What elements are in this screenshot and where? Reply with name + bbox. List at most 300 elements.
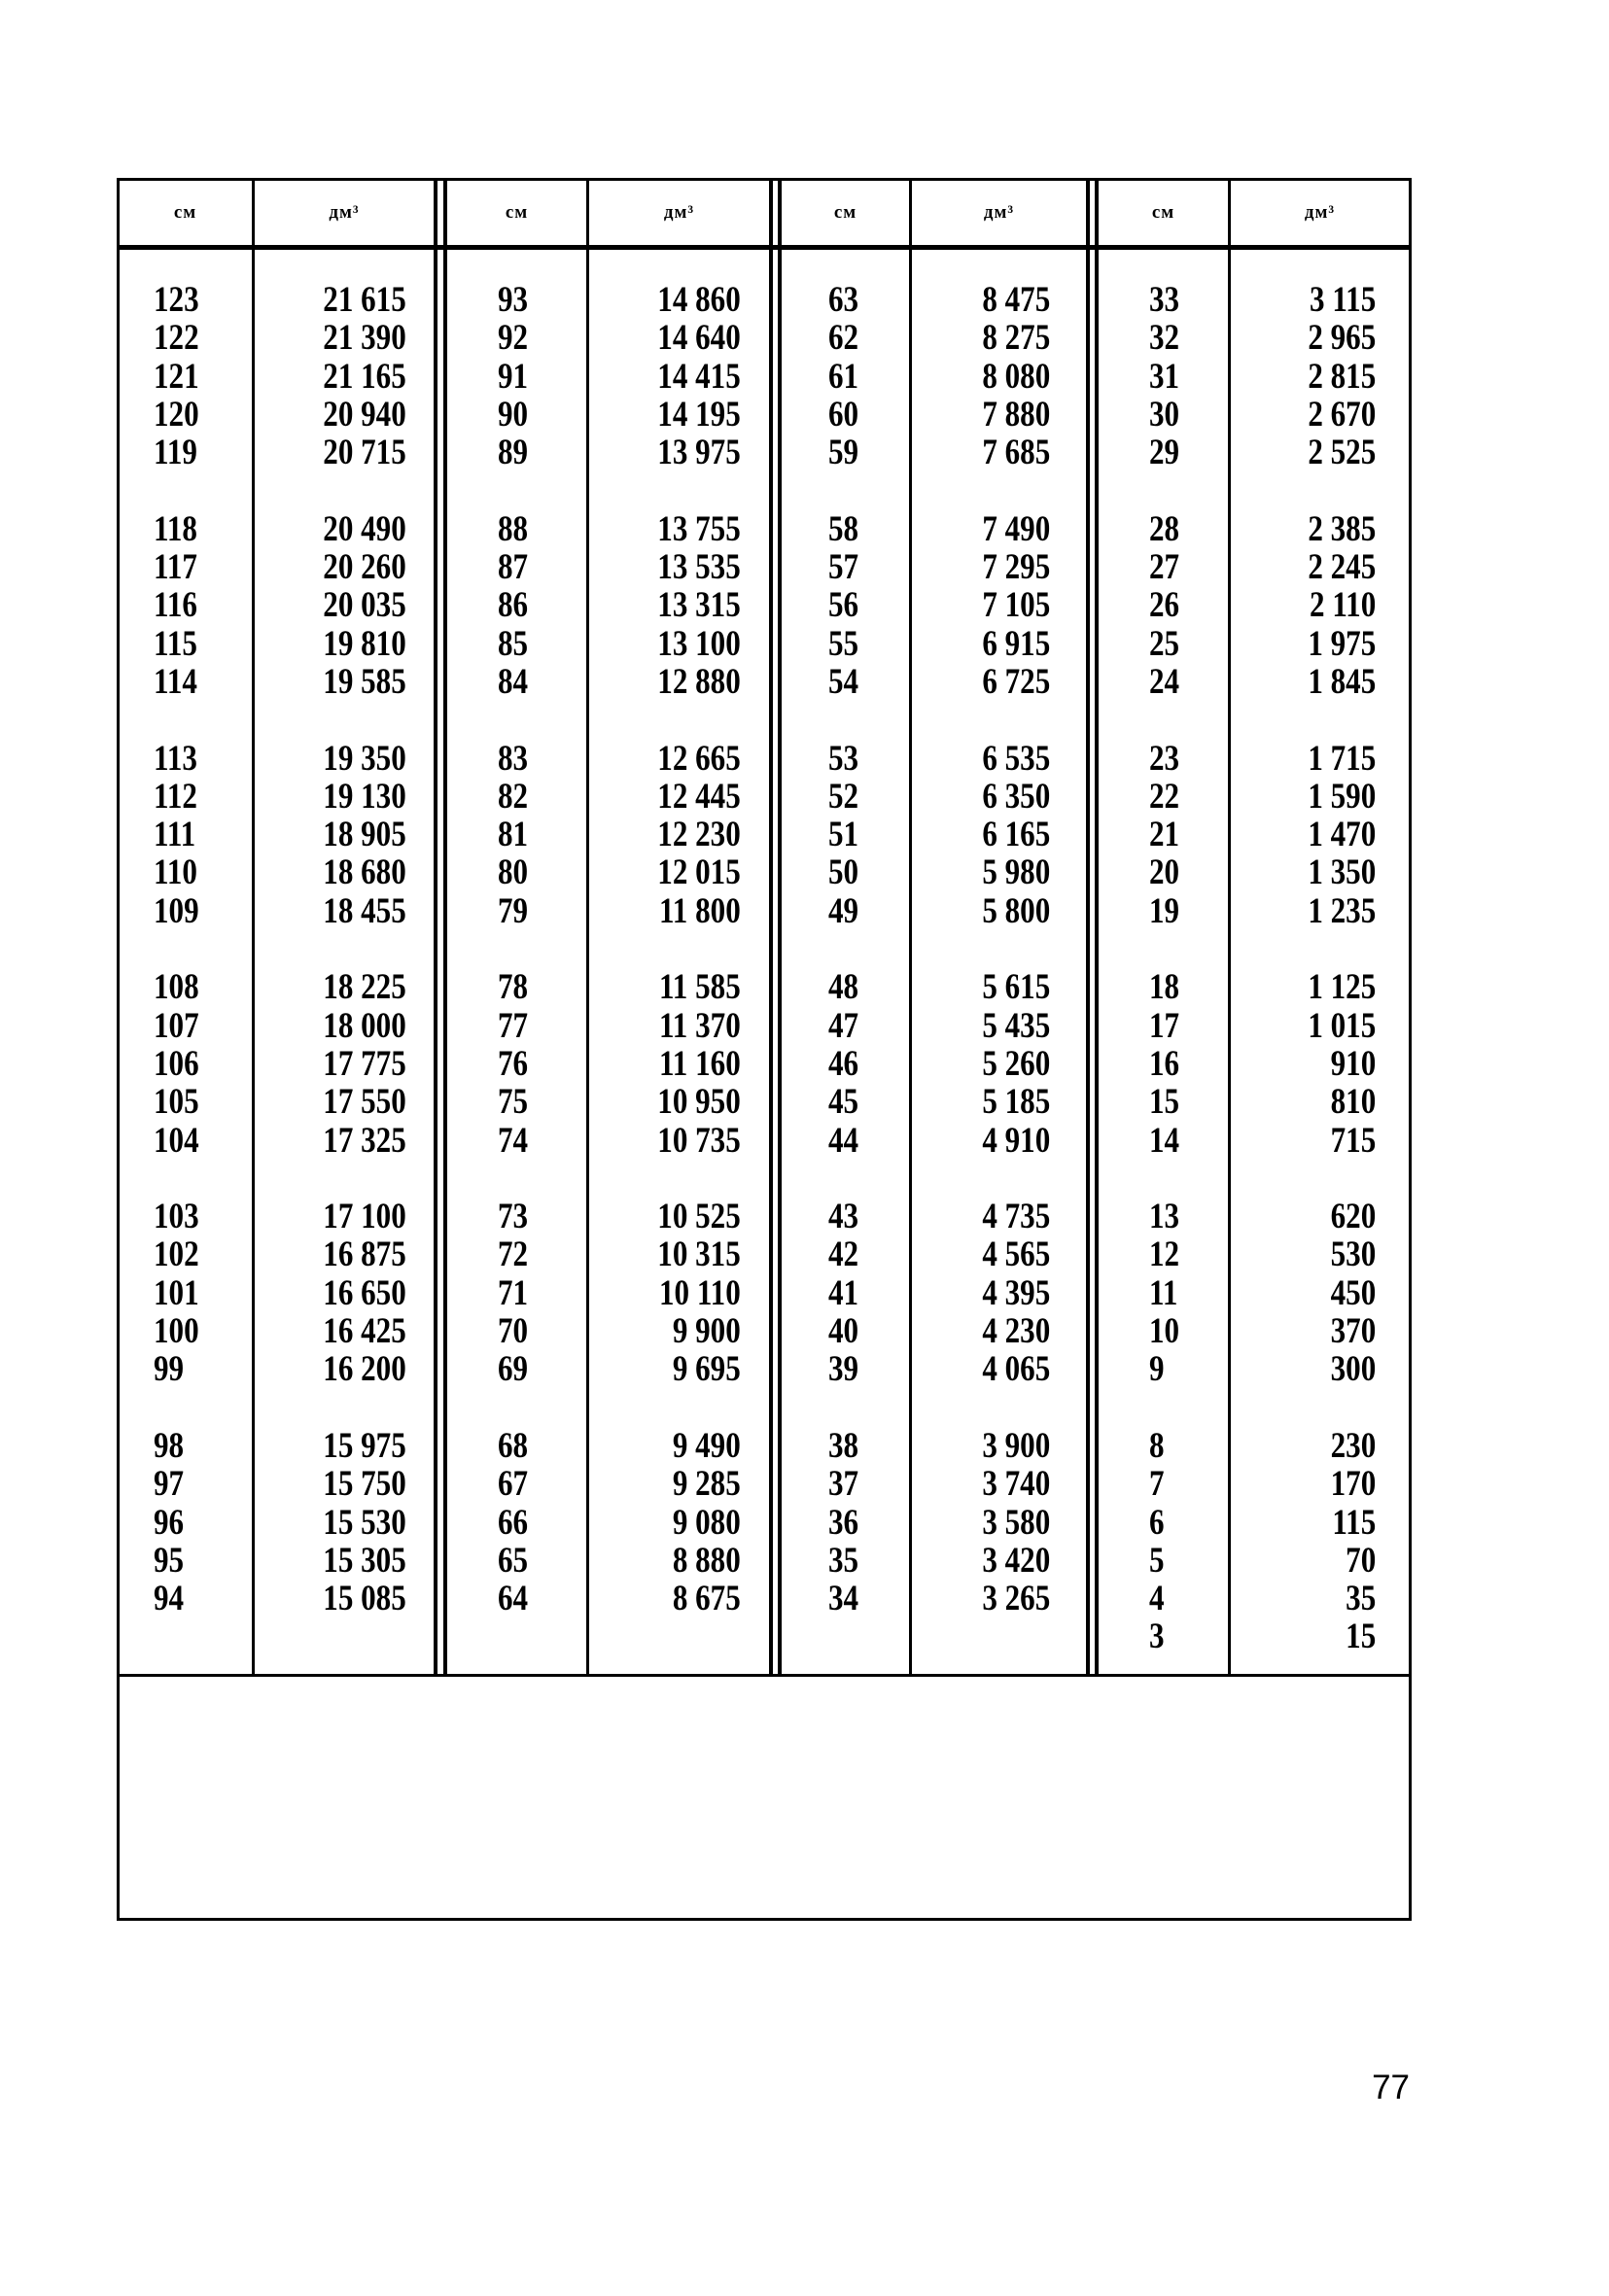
dm3-value: 16 200 — [323, 1349, 406, 1390]
cm-column-4 — [1149, 281, 1179, 1656]
dm3-value: 21 390 — [323, 318, 406, 359]
cm-value: 91 — [498, 356, 529, 397]
cm-value: 44 — [828, 1120, 859, 1161]
cm-value: 86 — [498, 585, 529, 626]
cm-value: 20 — [1149, 852, 1180, 893]
cm-value: 60 — [828, 394, 859, 435]
header-dm3-1: дм³ — [329, 202, 360, 223]
cm-value: 76 — [498, 1043, 529, 1084]
cm-value: 98 — [154, 1425, 185, 1466]
cm-value: 59 — [828, 433, 859, 473]
dm3-value: 1 235 — [1308, 890, 1376, 931]
row-group — [324, 1198, 406, 1388]
dm3-value: 14 860 — [657, 280, 741, 320]
cm-value: 88 — [498, 508, 529, 549]
cm-value: 120 — [154, 394, 199, 435]
dm3-value: 370 — [1330, 1311, 1376, 1352]
cm-value: 84 — [498, 661, 529, 702]
header-bottom-rule — [117, 245, 1412, 250]
section-divider — [443, 178, 447, 1675]
section-divider — [769, 178, 773, 1675]
cm-value: 47 — [828, 1005, 859, 1046]
cm-value: 22 — [1149, 776, 1180, 817]
row-group — [154, 740, 199, 930]
cm-value: 69 — [498, 1349, 529, 1390]
cm-value: 54 — [828, 661, 859, 702]
dm3-value: 15 975 — [323, 1425, 406, 1466]
dm3-value: 14 640 — [657, 318, 741, 359]
dm3-value: 70 — [1345, 1540, 1376, 1581]
dm3-value: 21 615 — [323, 280, 406, 320]
cm-value: 110 — [154, 852, 197, 893]
cm-value: 26 — [1149, 585, 1180, 626]
row-group — [982, 1427, 1050, 1618]
dm3-value: 3 265 — [982, 1579, 1050, 1619]
dm3-value: 5 980 — [982, 852, 1050, 893]
dm3-value: 3 580 — [982, 1502, 1050, 1543]
cm-value: 95 — [154, 1540, 185, 1581]
cm-value: 105 — [154, 1082, 199, 1123]
cm-value: 4 — [1149, 1579, 1165, 1619]
dm3-value: 20 940 — [323, 394, 406, 435]
cm-value: 116 — [154, 585, 197, 626]
dm3-value: 17 100 — [323, 1197, 406, 1237]
cm-value: 118 — [154, 508, 197, 549]
cm-value: 64 — [498, 1579, 529, 1619]
row-group — [1149, 1427, 1179, 1656]
dm3-value: 21 165 — [323, 356, 406, 397]
cm-value: 123 — [154, 280, 199, 320]
dm3-value: 13 315 — [657, 585, 741, 626]
dm3-value: 35 — [1345, 1579, 1376, 1619]
cm-value: 8 — [1149, 1425, 1165, 1466]
cm-value: 30 — [1149, 394, 1180, 435]
dm3-value: 2 815 — [1308, 356, 1376, 397]
dm3-value: 7 685 — [982, 433, 1050, 473]
dm3-value: 15 — [1345, 1617, 1376, 1657]
dm3-value: 20 035 — [323, 585, 406, 626]
row-group — [658, 1427, 741, 1618]
dm3-value: 13 535 — [657, 547, 741, 588]
dm3-value: 10 525 — [657, 1197, 741, 1237]
dm3-value: 530 — [1330, 1235, 1376, 1275]
cm-value: 50 — [828, 852, 859, 893]
cm-value: 21 — [1149, 815, 1180, 855]
header-cm-1: см — [173, 202, 197, 223]
cm-value: 93 — [498, 280, 529, 320]
cm-value: 100 — [154, 1311, 199, 1352]
cm-value: 18 — [1149, 967, 1180, 1008]
row-group — [1308, 510, 1376, 701]
cm-value: 31 — [1149, 356, 1180, 397]
cm-value: 49 — [828, 890, 859, 931]
cm-value: 114 — [154, 661, 197, 702]
dm3-value: 810 — [1330, 1082, 1376, 1123]
row-group — [154, 1427, 199, 1618]
cm-value: 12 — [1149, 1235, 1180, 1275]
dm3-value: 4 735 — [982, 1197, 1050, 1237]
cm-value: 55 — [828, 623, 859, 664]
cm-value: 119 — [154, 433, 197, 473]
row-group — [828, 510, 858, 701]
row-group — [1308, 740, 1376, 930]
cm-value: 111 — [154, 815, 196, 855]
cm-value: 42 — [828, 1235, 859, 1275]
dm3-value: 14 415 — [657, 356, 741, 397]
cm-value: 66 — [498, 1502, 529, 1543]
cm-value: 103 — [154, 1197, 199, 1237]
dm3-value: 13 755 — [657, 508, 741, 549]
dm3-value: 1 015 — [1308, 1005, 1376, 1046]
dm3-value: 3 115 — [1309, 280, 1376, 320]
row-group — [498, 1427, 528, 1618]
dm3-value: 3 420 — [982, 1540, 1050, 1581]
row-group — [498, 740, 528, 930]
cm-value: 23 — [1149, 738, 1180, 779]
dm3-value: 1 470 — [1308, 815, 1376, 855]
row-group — [1149, 510, 1179, 701]
dm3-value: 5 800 — [982, 890, 1050, 931]
dm3-value: 715 — [1330, 1120, 1376, 1161]
cm-value: 33 — [1149, 280, 1180, 320]
cm-value: 79 — [498, 890, 529, 931]
cm-value: 10 — [1149, 1311, 1180, 1352]
header-cm-4: см — [1151, 202, 1175, 223]
cm-value: 37 — [828, 1464, 859, 1505]
cm-value: 65 — [498, 1540, 529, 1581]
cm-value: 71 — [498, 1272, 529, 1313]
dm3-value: 3 740 — [982, 1464, 1050, 1505]
dm3-value: 12 880 — [657, 661, 741, 702]
column-divider — [909, 178, 912, 1675]
dm3-value: 4 230 — [982, 1311, 1050, 1352]
dm3-value: 910 — [1330, 1043, 1376, 1084]
dm3-value: 10 950 — [657, 1082, 741, 1123]
dm3-value: 20 715 — [323, 433, 406, 473]
dm3-value: 12 445 — [657, 776, 741, 817]
dm3-value: 15 530 — [323, 1502, 406, 1543]
dm3-value: 13 975 — [657, 433, 741, 473]
dm3-value: 8 475 — [982, 280, 1050, 320]
dm3-value: 8 275 — [982, 318, 1050, 359]
cm-value: 87 — [498, 547, 529, 588]
dm3-value: 20 260 — [323, 547, 406, 588]
dm3-value: 2 245 — [1308, 547, 1376, 588]
dm3-value: 12 665 — [657, 738, 741, 779]
dm3-value: 5 615 — [982, 967, 1050, 1008]
dm3-value: 300 — [1330, 1349, 1376, 1390]
dm3-value: 10 110 — [659, 1272, 741, 1313]
row-group — [154, 1198, 199, 1388]
dm3-value: 2 110 — [1309, 585, 1376, 626]
row-group — [154, 510, 199, 701]
cm-column-2 — [498, 281, 528, 1618]
cm-value: 70 — [498, 1311, 529, 1352]
dm3-column-1 — [324, 281, 406, 1618]
dm3-value: 450 — [1330, 1272, 1376, 1313]
row-group — [154, 968, 199, 1159]
cm-value: 68 — [498, 1425, 529, 1466]
row-group — [154, 281, 199, 471]
dm3-value: 6 350 — [982, 776, 1050, 817]
cm-value: 106 — [154, 1043, 199, 1084]
cm-value: 72 — [498, 1235, 529, 1275]
header-cm-2: см — [505, 202, 529, 223]
header-dm3-3: дм³ — [983, 202, 1015, 223]
cm-value: 58 — [828, 508, 859, 549]
dm3-value: 18 000 — [323, 1005, 406, 1046]
row-group — [658, 281, 741, 471]
cm-value: 9 — [1149, 1349, 1165, 1390]
cm-value: 3 — [1149, 1617, 1165, 1657]
cm-value: 85 — [498, 623, 529, 664]
dm3-value: 16 650 — [323, 1272, 406, 1313]
dm3-value: 4 065 — [982, 1349, 1050, 1390]
dm3-value: 9 285 — [673, 1464, 741, 1505]
cm-value: 17 — [1149, 1005, 1180, 1046]
cm-value: 113 — [154, 738, 197, 779]
cm-value: 107 — [154, 1005, 199, 1046]
section-divider — [1095, 178, 1099, 1675]
row-group — [658, 510, 741, 701]
cm-value: 34 — [828, 1579, 859, 1619]
cm-value: 117 — [154, 547, 197, 588]
dm3-value: 18 905 — [323, 815, 406, 855]
dm3-column-3 — [982, 281, 1050, 1618]
row-group — [828, 740, 858, 930]
cm-value: 32 — [1149, 318, 1180, 359]
row-group — [658, 1198, 741, 1388]
row-group — [1308, 1427, 1376, 1656]
cm-column-1 — [154, 281, 199, 1618]
dm3-value: 11 370 — [659, 1005, 741, 1046]
dm3-value: 15 750 — [323, 1464, 406, 1505]
cm-value: 80 — [498, 852, 529, 893]
cm-value: 43 — [828, 1197, 859, 1237]
row-group — [982, 968, 1050, 1159]
cm-value: 92 — [498, 318, 529, 359]
dm3-value: 10 735 — [657, 1120, 741, 1161]
dm3-value: 1 845 — [1308, 661, 1376, 702]
dm3-value: 5 260 — [982, 1043, 1050, 1084]
dm3-value: 18 225 — [323, 967, 406, 1008]
cm-value: 97 — [154, 1464, 185, 1505]
dm3-value: 14 195 — [657, 394, 741, 435]
dm3-value: 4 395 — [982, 1272, 1050, 1313]
dm3-value: 19 130 — [323, 776, 406, 817]
dm3-value: 2 670 — [1308, 394, 1376, 435]
dm3-value: 10 315 — [657, 1235, 741, 1275]
cm-value: 5 — [1149, 1540, 1165, 1581]
dm3-value: 1 350 — [1308, 852, 1376, 893]
row-group — [658, 968, 741, 1159]
header-dm3-4: дм³ — [1304, 202, 1336, 223]
dm3-value: 5 435 — [982, 1005, 1050, 1046]
dm3-value: 1 975 — [1308, 623, 1376, 664]
dm3-value: 13 100 — [657, 623, 741, 664]
cm-value: 94 — [154, 1579, 185, 1619]
dm3-value: 11 585 — [659, 967, 741, 1008]
cm-value: 78 — [498, 967, 529, 1008]
dm3-value: 20 490 — [323, 508, 406, 549]
dm3-column-4 — [1308, 281, 1376, 1656]
dm3-value: 19 810 — [323, 623, 406, 664]
cm-value: 53 — [828, 738, 859, 779]
cm-value: 75 — [498, 1082, 529, 1123]
cm-value: 73 — [498, 1197, 529, 1237]
page-number: 77 — [1372, 2069, 1410, 2106]
dm3-value: 11 800 — [659, 890, 741, 931]
column-divider — [1228, 178, 1231, 1675]
row-group — [1308, 968, 1376, 1159]
cm-value: 56 — [828, 585, 859, 626]
dm3-value: 6 535 — [982, 738, 1050, 779]
dm3-value: 5 185 — [982, 1082, 1050, 1123]
dm3-value: 7 880 — [982, 394, 1050, 435]
section-divider — [1086, 178, 1090, 1675]
cm-value: 77 — [498, 1005, 529, 1046]
column-divider — [252, 178, 255, 1675]
cm-value: 45 — [828, 1082, 859, 1123]
cm-value: 104 — [154, 1120, 199, 1161]
cm-value: 28 — [1149, 508, 1180, 549]
cm-value: 6 — [1149, 1502, 1165, 1543]
cm-value: 11 — [1149, 1272, 1178, 1313]
row-group — [498, 281, 528, 471]
cm-value: 102 — [154, 1235, 199, 1275]
dm3-value: 115 — [1332, 1502, 1376, 1543]
cm-value: 51 — [828, 815, 859, 855]
row-group — [324, 510, 406, 701]
dm3-value: 12 015 — [657, 852, 741, 893]
cm-value: 27 — [1149, 547, 1180, 588]
row-group — [1149, 1198, 1179, 1388]
section-divider — [434, 178, 437, 1675]
dm3-value: 1 125 — [1308, 967, 1376, 1008]
dm3-value: 7 295 — [982, 547, 1050, 588]
cm-value: 19 — [1149, 890, 1180, 931]
dm3-value: 9 080 — [673, 1502, 741, 1543]
cm-value: 61 — [828, 356, 859, 397]
cm-value: 13 — [1149, 1197, 1180, 1237]
cm-value: 46 — [828, 1043, 859, 1084]
dm3-value: 7 490 — [982, 508, 1050, 549]
dm3-value: 3 900 — [982, 1425, 1050, 1466]
dm3-value: 4 565 — [982, 1235, 1050, 1275]
dm3-value: 7 105 — [982, 585, 1050, 626]
dm3-value: 230 — [1330, 1425, 1376, 1466]
cm-value: 7 — [1149, 1464, 1165, 1505]
dm3-value: 4 910 — [982, 1120, 1050, 1161]
row-group — [324, 1427, 406, 1618]
row-group — [828, 1198, 858, 1388]
row-group — [324, 968, 406, 1159]
dm3-value: 6 915 — [982, 623, 1050, 664]
row-group — [1149, 281, 1179, 471]
dm3-value: 620 — [1330, 1197, 1376, 1237]
dm3-value: 8 675 — [673, 1579, 741, 1619]
cm-value: 101 — [154, 1272, 199, 1313]
dm3-value: 17 550 — [323, 1082, 406, 1123]
row-group — [324, 740, 406, 930]
cm-value: 115 — [154, 623, 197, 664]
row-group — [1308, 1198, 1376, 1388]
cm-value: 35 — [828, 1540, 859, 1581]
dm3-value: 16 425 — [323, 1311, 406, 1352]
dm3-value: 15 085 — [323, 1579, 406, 1619]
cm-value: 24 — [1149, 661, 1180, 702]
dm3-value: 2 525 — [1308, 433, 1376, 473]
cm-value: 16 — [1149, 1043, 1180, 1084]
row-group — [498, 968, 528, 1159]
dm3-value: 6 165 — [982, 815, 1050, 855]
dm3-value: 2 965 — [1308, 318, 1376, 359]
row-group — [982, 510, 1050, 701]
cm-value: 74 — [498, 1120, 529, 1161]
cm-column-3 — [828, 281, 858, 1618]
cm-value: 89 — [498, 433, 529, 473]
row-group — [982, 740, 1050, 930]
row-group — [1149, 740, 1179, 930]
row-group — [982, 1198, 1050, 1388]
cm-value: 121 — [154, 356, 199, 397]
cm-value: 38 — [828, 1425, 859, 1466]
cm-value: 14 — [1149, 1120, 1180, 1161]
cm-value: 52 — [828, 776, 859, 817]
cm-value: 15 — [1149, 1082, 1180, 1123]
row-group — [324, 281, 406, 471]
dm3-value: 19 585 — [323, 661, 406, 702]
cm-value: 122 — [154, 318, 199, 359]
row-group — [982, 281, 1050, 471]
dm3-value: 11 160 — [659, 1043, 741, 1084]
cm-value: 25 — [1149, 623, 1180, 664]
cm-value: 62 — [828, 318, 859, 359]
row-group — [498, 1198, 528, 1388]
cm-value: 63 — [828, 280, 859, 320]
cm-value: 40 — [828, 1311, 859, 1352]
column-divider — [586, 178, 589, 1675]
cm-value: 112 — [154, 776, 197, 817]
cm-value: 81 — [498, 815, 529, 855]
table-bottom-rule — [117, 1674, 1412, 1677]
dm3-value: 15 305 — [323, 1540, 406, 1581]
row-group — [498, 510, 528, 701]
section-divider — [778, 178, 782, 1675]
row-group — [828, 968, 858, 1159]
dm3-value: 2 385 — [1308, 508, 1376, 549]
dm3-value: 17 325 — [323, 1120, 406, 1161]
header-dm3-2: дм³ — [663, 202, 695, 223]
cm-value: 90 — [498, 394, 529, 435]
dm3-value: 17 775 — [323, 1043, 406, 1084]
dm3-value: 9 695 — [673, 1349, 741, 1390]
cm-value: 67 — [498, 1464, 529, 1505]
dm3-column-2 — [658, 281, 741, 1618]
dm3-value: 6 725 — [982, 661, 1050, 702]
row-group — [1149, 968, 1179, 1159]
cm-value: 108 — [154, 967, 199, 1008]
row-group — [658, 740, 741, 930]
row-group — [828, 281, 858, 471]
cm-value: 29 — [1149, 433, 1180, 473]
dm3-value: 16 875 — [323, 1235, 406, 1275]
dm3-value: 9 490 — [673, 1425, 741, 1466]
cm-value: 82 — [498, 776, 529, 817]
header-cm-3: см — [833, 202, 857, 223]
cm-value: 96 — [154, 1502, 185, 1543]
dm3-value: 18 455 — [323, 890, 406, 931]
